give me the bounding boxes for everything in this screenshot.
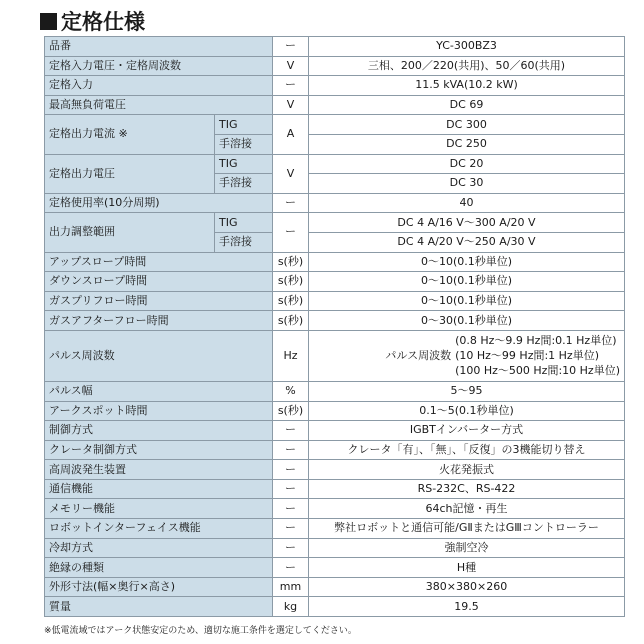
- row-label: 最高無負荷電圧: [45, 95, 273, 115]
- row-unit: ー: [273, 440, 309, 460]
- row-unit: %: [273, 381, 309, 401]
- row-unit: V: [273, 154, 309, 193]
- row-value: 11.5 kVA(10.2 kW): [309, 76, 625, 96]
- row-unit: s(秒): [273, 401, 309, 421]
- table-row: [45, 193, 625, 213]
- table-row: [45, 519, 625, 539]
- row-label: 定格出力電圧: [45, 154, 215, 193]
- row-label: 絶縁の種類: [45, 558, 273, 578]
- section-heading: [40, 8, 145, 36]
- row-unit: ー: [273, 519, 309, 539]
- row-label: 高周波発生装置: [45, 460, 273, 480]
- row-value: DC 300: [309, 115, 625, 135]
- square-bullet-icon: [40, 13, 57, 30]
- row-label: メモリー機能: [45, 499, 273, 519]
- row-unit: ー: [273, 499, 309, 519]
- table-row: [45, 311, 625, 331]
- row-sublabel: TIG: [215, 154, 273, 174]
- row-value: 0～30(0.1秒単位): [309, 311, 625, 331]
- pulse-range-line: (0.8 Hz～9.9 Hz間:0.1 Hz単位): [455, 334, 617, 348]
- table-row: [45, 460, 625, 480]
- row-unit: ー: [273, 76, 309, 96]
- row-unit: s(秒): [273, 252, 309, 272]
- row-value: DC 4 A/20 V～250 A/30 V: [309, 232, 625, 252]
- table-row: [45, 154, 625, 174]
- row-unit: s(秒): [273, 291, 309, 311]
- row-label: 通信機能: [45, 479, 273, 499]
- row-label: 質量: [45, 597, 273, 617]
- table-row: [45, 401, 625, 421]
- row-unit: ー: [273, 193, 309, 213]
- row-value: 0.1～5(0.1秒単位): [309, 401, 625, 421]
- row-value: 0～10(0.1秒単位): [309, 291, 625, 311]
- row-value: H種: [309, 558, 625, 578]
- row-value: 0～10(0.1秒単位): [309, 272, 625, 292]
- row-value: DC 20: [309, 154, 625, 174]
- row-value: DC 69: [309, 95, 625, 115]
- pulse-frequency-value: [309, 330, 625, 381]
- row-value: 0～10(0.1秒単位): [309, 252, 625, 272]
- row-label: 定格入力: [45, 76, 273, 96]
- table-row: [45, 252, 625, 272]
- row-value: RS-232C、RS-422: [309, 479, 625, 499]
- table-row: [45, 538, 625, 558]
- row-value: YC-300BZ3: [309, 37, 625, 57]
- row-unit: s(秒): [273, 272, 309, 292]
- row-value: 380×380×260: [309, 577, 625, 597]
- table-row: [45, 330, 625, 381]
- table-row: [45, 213, 625, 233]
- pulse-frequency-title: パルス周波数: [385, 348, 452, 362]
- row-unit: ー: [273, 538, 309, 558]
- row-label: 冷却方式: [45, 538, 273, 558]
- row-sublabel: 手溶接: [215, 232, 273, 252]
- row-label: 品番: [45, 37, 273, 57]
- table-row: [45, 597, 625, 617]
- row-label: 制御方式: [45, 421, 273, 441]
- row-value: 火花発振式: [309, 460, 625, 480]
- table-row: [45, 479, 625, 499]
- row-value: クレータ「有」、「無」、「反復」の3機能切り替え: [309, 440, 625, 460]
- pulse-range-line: (10 Hz～99 Hz間:1 Hz単位): [455, 349, 600, 363]
- row-label: アークスポット時間: [45, 401, 273, 421]
- row-label: パルス周波数: [45, 330, 273, 381]
- pulse-range-line: (100 Hz～500 Hz間:10 Hz単位): [455, 364, 620, 378]
- row-value: DC 4 A/16 V～300 A/20 V: [309, 213, 625, 233]
- row-unit: Hz: [273, 330, 309, 381]
- table-row: [45, 115, 625, 135]
- row-sublabel: 手溶接: [215, 174, 273, 194]
- row-unit: V: [273, 95, 309, 115]
- row-value: 64ch記憶・再生: [309, 499, 625, 519]
- row-unit: s(秒): [273, 311, 309, 331]
- row-label: 出力調整範囲: [45, 213, 215, 252]
- table-row: [45, 558, 625, 578]
- row-label: ガスアフターフロー時間: [45, 311, 273, 331]
- row-unit: ー: [273, 213, 309, 252]
- row-sublabel: TIG: [215, 213, 273, 233]
- row-unit: kg: [273, 597, 309, 617]
- row-unit: ー: [273, 421, 309, 441]
- row-label: クレータ制御方式: [45, 440, 273, 460]
- row-value: DC 250: [309, 134, 625, 154]
- row-label: アップスロープ時間: [45, 252, 273, 272]
- row-label: 外形寸法(幅×奥行×高さ): [45, 577, 273, 597]
- row-value: IGBTインバーター方式: [309, 421, 625, 441]
- table-row: [45, 95, 625, 115]
- spec-table: [44, 36, 625, 617]
- row-label: 定格使用率(10分周期): [45, 193, 273, 213]
- row-label: パルス幅: [45, 381, 273, 401]
- row-unit: ー: [273, 479, 309, 499]
- row-value: 強制空冷: [309, 538, 625, 558]
- row-unit: ー: [273, 37, 309, 57]
- row-value: 5～95: [309, 381, 625, 401]
- row-label: ロボットインターフェイス機能: [45, 519, 273, 539]
- table-row: [45, 272, 625, 292]
- row-sublabel: TIG: [215, 115, 273, 135]
- row-value: DC 30: [309, 174, 625, 194]
- row-unit: ー: [273, 460, 309, 480]
- row-label: 定格入力電圧・定格周波数: [45, 56, 273, 76]
- table-row: [45, 499, 625, 519]
- row-value: 三相、200／220(共用)、50／60(共用): [309, 56, 625, 76]
- table-row: [45, 577, 625, 597]
- row-label: 定格出力電流 ※: [45, 115, 215, 154]
- table-row: [45, 381, 625, 401]
- table-row: [45, 76, 625, 96]
- row-unit: mm: [273, 577, 309, 597]
- footnote: ※低電流域ではアーク状態安定のため、適切な施工条件を選定してください。: [44, 626, 357, 636]
- row-value: 弊社ロボットと通信可能/GⅡまたはGⅢコントローラー: [309, 519, 625, 539]
- row-sublabel: 手溶接: [215, 134, 273, 154]
- row-label: ガスプリフロー時間: [45, 291, 273, 311]
- table-row: [45, 37, 625, 57]
- table-row: [45, 421, 625, 441]
- section-title: 定格仕様: [61, 10, 145, 34]
- row-unit: ー: [273, 558, 309, 578]
- row-value: 19.5: [309, 597, 625, 617]
- table-row: [45, 291, 625, 311]
- table-row: [45, 56, 625, 76]
- row-unit: A: [273, 115, 309, 154]
- row-label: ダウンスロープ時間: [45, 272, 273, 292]
- row-unit: V: [273, 56, 309, 76]
- row-value: 40: [309, 193, 625, 213]
- table-row: [45, 440, 625, 460]
